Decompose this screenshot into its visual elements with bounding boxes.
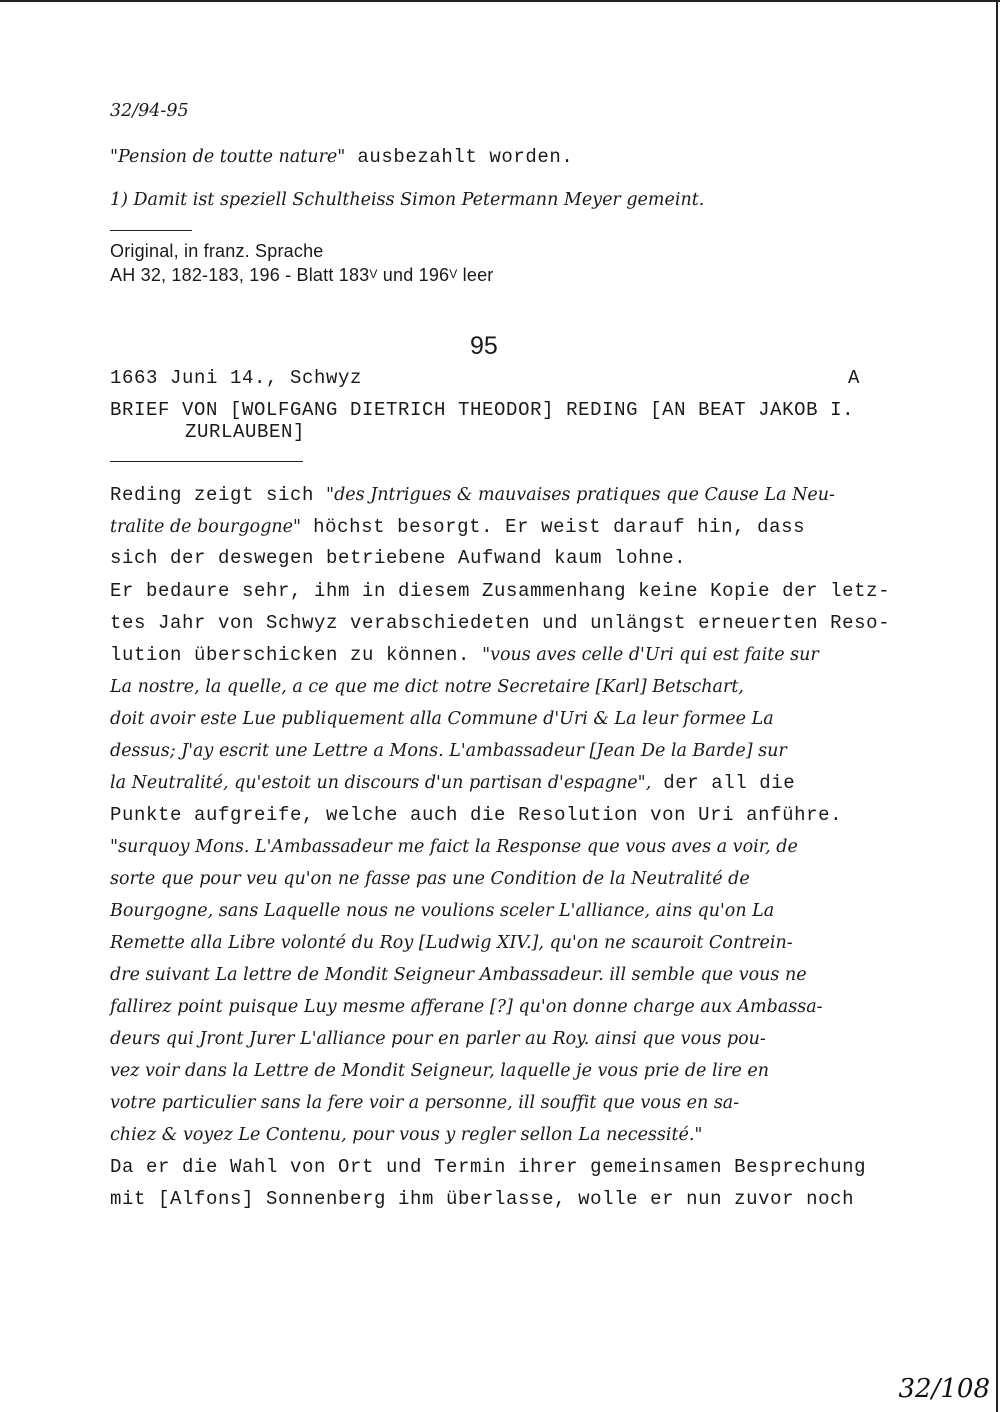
body-line-10-b: der all die	[651, 772, 796, 794]
body-line-17: fallirez point puisque Luy mesme afferane [?] qu'on donne charge aux Ambassa-	[110, 997, 823, 1017]
continuation-text: ausbezahlt worden.	[345, 146, 574, 168]
body-line-7: La nostre, la quelle, a ce que me dict notre Secretaire [Karl] Betschart,	[110, 677, 744, 697]
body-line-1-quote: "des Jntrigues & mauvaises pratiques que Cause La Neu-	[326, 485, 835, 505]
body-line-3: sich der deswegen betriebene Aufwand kaum lohne.	[110, 547, 687, 569]
footnote: 1) Damit ist speziell Schultheiss Simon Petermann Meyer gemeint.	[110, 190, 705, 210]
superscript-verso-2: V	[449, 267, 458, 281]
scan-edge-top	[0, 0, 1000, 2]
continuation-quote: "Pension de toutte nature"	[110, 147, 346, 167]
body-line-14: Bourgogne, sans Laquelle nous ne voulions sceler L'alliance, ains qu'on La	[110, 901, 775, 921]
body-line-4: Er bedaure sehr, ihm in diesem Zusammenhang keine Kopie der letz-	[110, 580, 891, 602]
footnote-divider	[110, 230, 192, 231]
body-line-12: "surquoy Mons. L'Ambassadeur me faict la Response que vous aves a voir, de	[110, 837, 798, 857]
body-line-13: sorte que pour veu qu'on ne fasse pas une Condition de la Neutralité de	[110, 869, 750, 889]
body-line-10	[110, 772, 795, 794]
source-note-part-b: und 196	[377, 265, 450, 285]
body-line-18: deurs qui Jront Jurer L'alliance pour en parler au Roy. ainsi que vous pou-	[110, 1029, 766, 1049]
body-line-6-a: lution überschicken zu können.	[110, 644, 483, 666]
body-line-1-a: Reding zeigt sich	[110, 484, 327, 506]
continuation-line	[110, 146, 573, 168]
document-title-line-1: BRIEF VON [WOLFGANG DIETRICH THEODOR] REDING [AN BEAT JAKOB I.	[110, 399, 855, 421]
body-line-16: dre suivant La lettre de Mondit Seigneur Ambassadeur. ill semble que vous ne	[110, 965, 807, 985]
body-line-10-quote: la Neutralité, qu'estoit un discours d'un partisan d'espagne",	[110, 773, 652, 793]
source-note-part-a: AH 32, 182-183, 196 - Blatt 183	[110, 265, 370, 285]
handwritten-page-number: 32/108	[898, 1374, 990, 1404]
body-line-2	[110, 516, 805, 538]
body-line-8: doit avoir este Lue publiquement alla Commune d'Uri & La leur formee La	[110, 709, 774, 729]
document-number: 95	[470, 332, 498, 360]
page-reference: 32/94-95	[110, 101, 189, 121]
body-line-5: tes Jahr von Schwyz verabschiedeten und unlängst erneuerten Reso-	[110, 612, 891, 634]
source-note-line-1: Original, in franz. Sprache	[110, 241, 324, 261]
source-note-part-c: leer	[457, 265, 494, 285]
body-line-21: chiez & voyez Le Contenu, pour vous y regler sellon La necessité."	[110, 1125, 703, 1145]
source-note-line-2	[110, 264, 494, 288]
document-date-place: 1663 Juni 14., Schwyz	[110, 367, 363, 389]
body-line-11: Punkte aufgreife, welche auch die Resolution von Uri anführe.	[110, 804, 843, 826]
body-line-19: vez voir dans la Lettre de Mondit Seigneur, laquelle je vous prie de lire en	[110, 1061, 770, 1081]
scan-edge-right	[996, 0, 998, 1412]
title-divider	[110, 461, 303, 462]
body-line-6-quote: "vous aves celle d'Uri qui est faite sur	[482, 645, 819, 665]
body-line-23: mit [Alfons] Sonnenberg ihm überlasse, wolle er nun zuvor noch	[110, 1188, 855, 1210]
body-line-6	[110, 644, 819, 666]
body-line-1	[110, 484, 835, 506]
body-line-2-quote: tralite de bourgogne"	[110, 517, 302, 537]
document-classification: A	[848, 367, 860, 389]
body-line-9: dessus; J'ay escrit une Lettre a Mons. L'ambassadeur [Jean De la Barde] sur	[110, 741, 787, 761]
superscript-verso-1: V	[369, 267, 378, 281]
body-line-22: Da er die Wahl von Ort und Termin ihrer gemeinsamen Besprechung	[110, 1156, 867, 1178]
body-line-20: votre particulier sans la fere voir a personne, ill souffit que vous en sa-	[110, 1093, 740, 1113]
body-line-2-b: höchst besorgt. Er weist darauf hin, dass	[301, 516, 806, 538]
body-line-15: Remette alla Libre volonté du Roy [Ludwig XIV.], qu'on ne scauroit Contrein-	[110, 933, 793, 953]
document-title-line-2: ZURLAUBEN]	[185, 421, 306, 443]
